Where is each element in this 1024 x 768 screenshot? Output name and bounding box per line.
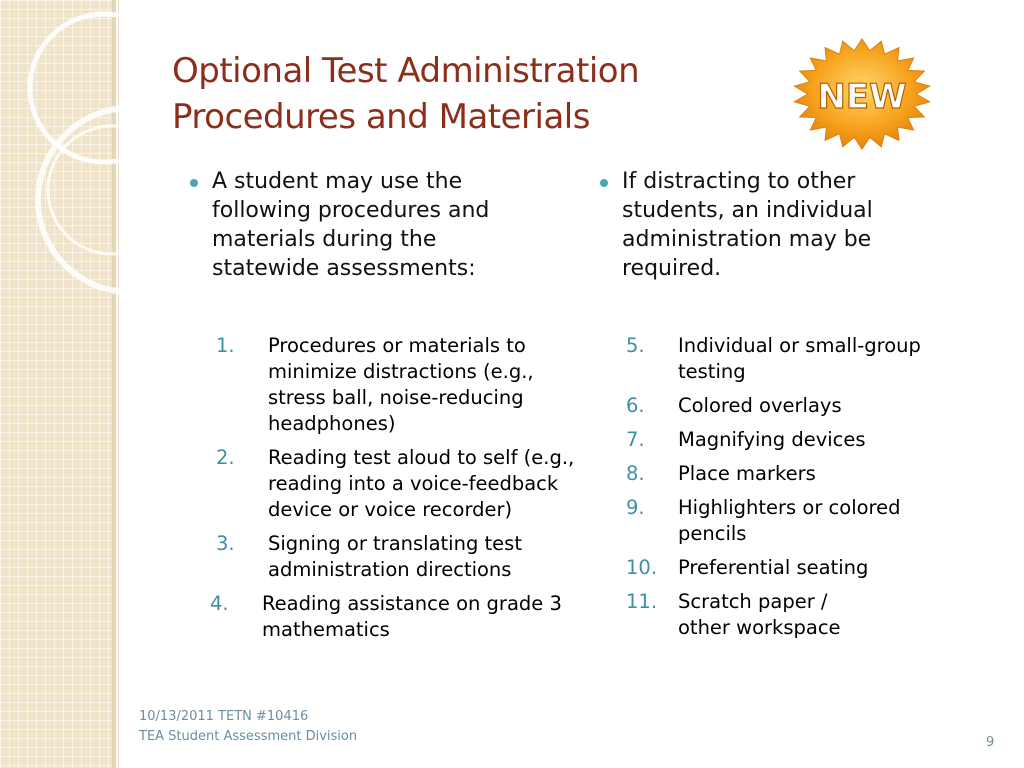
list-text: Reading test aloud to self (e.g., reading into a voice-feedback device or voice recorder) — [268, 446, 575, 521]
footer-division-line: TEA Student Assessment Division — [139, 729, 358, 744]
bullet-dot-icon — [600, 179, 608, 187]
list-item — [626, 495, 966, 547]
list-text: Colored overlays — [678, 394, 842, 417]
bullet-right — [622, 167, 922, 283]
list-number: 7. — [626, 428, 645, 451]
badge-label: NEW — [817, 77, 907, 117]
slide-footer — [139, 707, 357, 747]
list-number: 3. — [216, 532, 235, 555]
list-text: Highlighters or colored pencils — [678, 496, 901, 545]
list-number: 8. — [626, 462, 645, 485]
list-number: 10. — [626, 556, 658, 579]
list-item — [626, 393, 966, 419]
list-number: 4. — [210, 592, 229, 615]
numbered-list-right — [626, 333, 966, 649]
list-text: Signing or translating test administration directions — [268, 532, 522, 581]
list-number: 9. — [626, 496, 645, 519]
list-number: 6. — [626, 394, 645, 417]
list-item — [216, 333, 576, 437]
list-item — [626, 333, 966, 385]
list-number: 11. — [626, 590, 658, 613]
bullet-dot-icon — [190, 179, 198, 187]
list-text: Procedures or materials to minimize distractions (e.g., stress ball, noise-reducing headphones) — [268, 334, 534, 435]
list-text: Magnifying devices — [678, 428, 866, 451]
title-line-2: Procedures and Materials — [172, 97, 590, 137]
list-item — [216, 531, 576, 583]
list-text: Preferential seating — [678, 556, 869, 579]
footer-date-line: 10/13/2011 TETN #10416 — [139, 709, 309, 724]
bullet-left-text: A student may use the following procedures and materials during the statewide assessments: — [212, 169, 490, 281]
list-text: Scratch paper / other workspace — [678, 590, 841, 639]
list-item — [626, 427, 966, 453]
bullet-left — [212, 167, 542, 283]
title-line-1: Optional Test Administration — [172, 51, 640, 91]
list-number: 1. — [216, 334, 235, 357]
list-item — [626, 589, 966, 641]
starburst-new-badge-icon — [784, 34, 940, 154]
numbered-list-left — [210, 333, 576, 651]
list-number: 5. — [626, 334, 645, 357]
bullet-right-text: If distracting to other students, an individual administration may be required. — [622, 169, 873, 281]
list-text: Individual or small-group testing — [678, 334, 921, 383]
list-text: Reading assistance on grade 3 mathematics — [262, 592, 562, 641]
list-text: Place markers — [678, 462, 816, 485]
decorative-rings — [0, 0, 130, 330]
list-item — [626, 461, 966, 487]
list-item — [626, 555, 966, 581]
list-item — [216, 445, 576, 523]
page-number: 9 — [986, 735, 995, 750]
list-item — [210, 591, 576, 643]
slide-title — [172, 48, 752, 140]
list-number: 2. — [216, 446, 235, 469]
